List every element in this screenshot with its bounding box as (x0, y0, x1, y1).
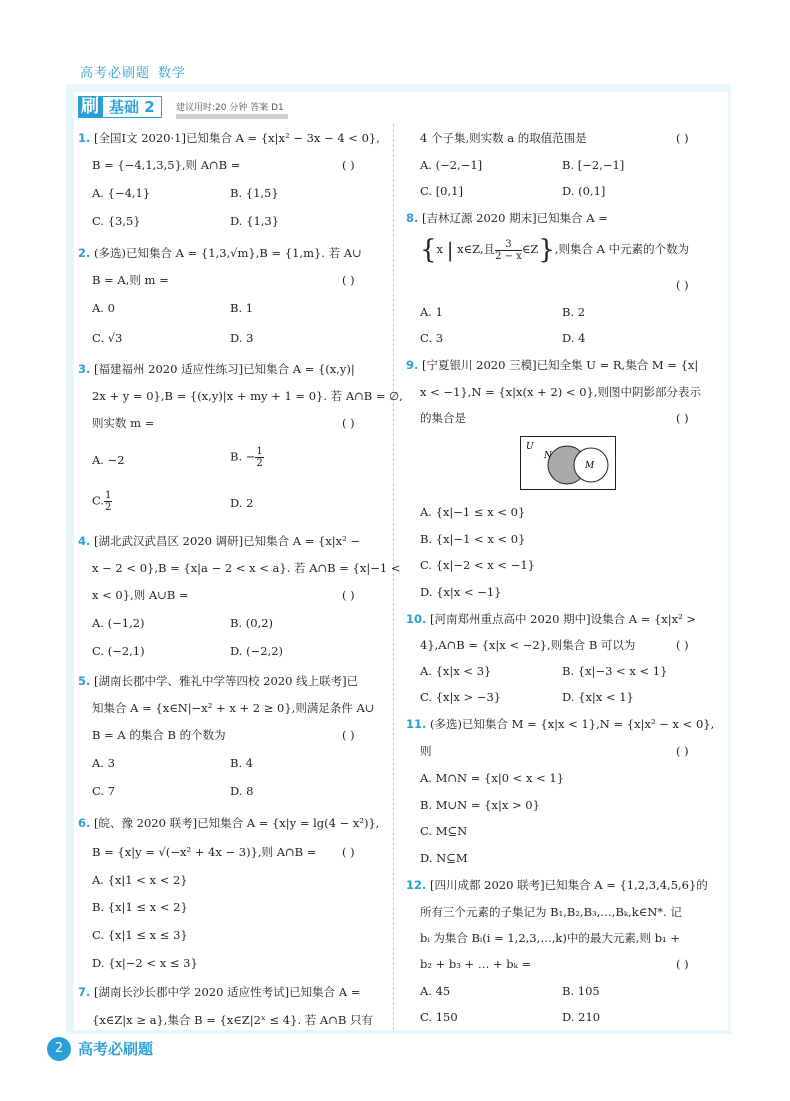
q1-option-c: C. {3,5} (92, 214, 141, 228)
badge-char: 刷 (78, 96, 102, 118)
section-title: 基础 2 (102, 96, 162, 118)
q12-line1: 12. [四川成都 2020 联考]已知集合 A = {1,2,3,4,5,6}的 (406, 878, 708, 892)
time-hint: 建议用时:20 分钟 答案 D1 (176, 103, 284, 113)
q8-option-d: D. 4 (562, 331, 586, 345)
q6-option-d: D. {x|−2 < x ≤ 3} (92, 956, 198, 970)
q6-option-c: C. {x|1 ≤ x ≤ 3} (92, 928, 188, 942)
q12-line3: bᵢ 为集合 Bᵢ(i = 1,2,3,…,k)中的最大元素,则 b₁ + (420, 931, 680, 945)
footer-book-title: 高考必刷题 (78, 1040, 154, 1058)
q9-option-a: A. {x|−1 ≤ x < 0} (420, 505, 526, 519)
q7-option-a: A. (−2,−1] (420, 158, 483, 172)
q10-option-d: D. {x|x < 1} (562, 690, 634, 704)
q6-answer-blank: ( ) (342, 845, 355, 859)
column-divider (393, 124, 394, 1030)
q12-option-b: B. 105 (562, 984, 600, 998)
subject-label: 数学 (158, 66, 187, 81)
hint-underline (176, 114, 288, 119)
q12-answer-blank: ( ) (676, 957, 689, 971)
q5-answer-blank: ( ) (342, 728, 355, 742)
venn-label-n: N (544, 451, 552, 461)
q1-option-a: A. {−4,1} (92, 186, 151, 200)
q9-answer-blank: ( ) (676, 411, 689, 425)
q7-option-c: C. [0,1] (420, 184, 463, 198)
q12-line4: b₂ + b₃ + … + bₖ = (420, 957, 532, 971)
q6-line2: B = {x|y = √(−x² + 4x − 3)},则 A∩B = (92, 845, 317, 859)
q12-option-a: A. 45 (420, 984, 451, 998)
q2-option-b: B. 1 (230, 301, 254, 315)
q2-answer-blank: ( ) (342, 273, 355, 287)
q8-option-c: C. 3 (420, 331, 444, 345)
q12-option-d: D. 210 (562, 1010, 601, 1024)
q9-option-d: D. {x|x < −1} (420, 585, 502, 599)
q9-option-c: C. {x|−2 < x < −1} (420, 558, 535, 572)
section-badge (78, 96, 162, 118)
q2-line1: 2. (多选)已知集合 A = {1,3,√m},B = {1,m}. 若 A∪ (78, 246, 362, 260)
q5-option-c: C. 7 (92, 784, 116, 798)
q5-line3: B = A 的集合 B 的个数为 (92, 728, 226, 742)
q11-line2: 则 (420, 744, 432, 758)
q9-line2: x < −1},N = {x|x(x + 2) < 0},则图中阴影部分表示 (420, 385, 701, 399)
q11-option-b: B. M∪N = {x|x > 0} (420, 798, 540, 812)
q11-option-a: A. M∩N = {x|0 < x < 1} (420, 771, 565, 785)
q3-line1: 3. [福建福州 2020 适应性练习]已知集合 A = {(x,y)| (78, 362, 355, 376)
book-title: 高考必刷题 (80, 66, 151, 81)
q1-line1: 1. [全国Ⅰ文 2020·1]已知集合 A = {x|x² − 3x − 4 < 0}, (78, 131, 380, 145)
q9-option-b: B. {x|−1 < x < 0} (420, 532, 526, 546)
q2-line2: B = A,则 m = (92, 273, 169, 287)
q10-answer-blank: ( ) (676, 638, 689, 652)
q4-option-c: C. (−2,1) (92, 644, 145, 658)
q3-option-d: D. 2 (230, 496, 254, 510)
q12-option-c: C. 150 (420, 1010, 458, 1024)
page-number: 2 (47, 1037, 71, 1061)
q4-line1: 4. [湖北武汉武昌区 2020 调研]已知集合 A = {x|x² − (78, 534, 361, 548)
q5-line1: 5. [湖南长郡中学、雅礼中学等四校 2020 线上联考]已 (78, 674, 359, 688)
q3-line2: 2x + y = 0},B = {(x,y)|x + my + 1 = 0}. 若 A∩B = ∅, (92, 389, 403, 403)
q4-line2: x − 2 < 0},B = {x|a − 2 < x < a}. 若 A∩B = {x|−1 < (92, 561, 401, 575)
q7-option-b: B. [−2,−1] (562, 158, 625, 172)
q6-option-a: A. {x|1 < x < 2} (92, 873, 188, 887)
q3-option-a: A. −2 (92, 453, 125, 467)
venn-diagram (520, 436, 616, 490)
q9-line1: 9. [宁夏银川 2020 三模]已知全集 U = R,集合 M = {x| (406, 358, 699, 372)
q10-option-c: C. {x|x > −3} (420, 690, 502, 704)
q2-option-c: C. √3 (92, 331, 123, 345)
q7-line3: 4 个子集,则实数 a 的取值范围是 (420, 131, 587, 145)
q8-line2: {x | x∈Z,且 $\frac{3}{2 - x}$ ∈Z},则集合 A 中元素的个数为 (420, 235, 690, 265)
q4-option-a: A. (−1,2) (92, 616, 145, 630)
q8-line1: 8. [吉林辽源 2020 期末]已知集合 A = (406, 211, 608, 225)
q3-option-b: B. − $\frac{1}{2}$ (230, 446, 263, 469)
book-header (80, 62, 186, 81)
q8-option-b: B. 2 (562, 305, 586, 319)
q4-answer-blank: ( ) (342, 588, 355, 602)
q8-option-a: A. 1 (420, 305, 443, 319)
q1-option-b: B. {1,5} (230, 186, 279, 200)
venn-label-u: U (526, 442, 534, 452)
q11-line1: 11. (多选)已知集合 M = {x|x < 1},N = {x|x² − x < 0}, (406, 717, 715, 731)
q10-line2: 4},A∩B = {x|x < −2},则集合 B 可以为 (420, 638, 636, 652)
q5-option-d: D. 8 (230, 784, 254, 798)
q6-line1: 6. [皖、豫 2020 联考]已知集合 A = {x|y = lg(4 − x²)}, (78, 816, 380, 830)
q3-option-c: C. $\frac{1}{2}$ (92, 490, 112, 513)
q7-option-d: D. (0,1] (562, 184, 606, 198)
venn-label-m: M (585, 461, 595, 471)
q11-option-d: D. N⊆M (420, 851, 468, 865)
q6-option-b: B. {x|1 ≤ x < 2} (92, 900, 188, 914)
q2-option-a: A. 0 (92, 301, 115, 315)
q12-line2: 所有三个元素的子集记为 B₁,B₂,B₃,…,Bₖ,k∈N*. 记 (420, 905, 682, 919)
venn-svg (521, 437, 615, 489)
q4-line3: x < 0},则 A∪B = (92, 588, 189, 602)
q10-line1: 10. [河南郑州重点高中 2020 期中]设集合 A = {x|x² > (406, 612, 697, 626)
q9-line3: 的集合是 (420, 411, 466, 425)
q3-answer-blank: ( ) (342, 416, 355, 430)
q1-line2: B = {−4,1,3,5},则 A∩B = (92, 158, 241, 172)
q7-line1: 7. [湖南长沙长郡中学 2020 适应性考试]已知集合 A = (78, 985, 361, 999)
q5-option-b: B. 4 (230, 756, 254, 770)
q4-option-d: D. (−2,2) (230, 644, 284, 658)
q4-option-b: B. (0,2) (230, 616, 274, 630)
q2-option-d: D. 3 (230, 331, 254, 345)
q7-answer-blank: ( ) (676, 131, 689, 145)
q10-option-b: B. {x|−3 < x < 1} (562, 664, 668, 678)
q11-option-c: C. M⊆N (420, 824, 468, 838)
q7-line2: {x∈Z|x ≥ a},集合 B = {x∈Z|2ˣ ≤ 4}. 若 A∩B 只有 (92, 1013, 373, 1027)
q8-answer-blank: ( ) (676, 278, 689, 292)
q3-line3: 则实数 m = (92, 416, 155, 430)
q1-option-d: D. {1,3} (230, 214, 280, 228)
q5-line2: 知集合 A = {x∈N|−x² + x + 2 ≥ 0},则满足条件 A∪ (92, 701, 375, 715)
q10-option-a: A. {x|x < 3} (420, 664, 492, 678)
q1-answer-blank: ( ) (342, 158, 355, 172)
q11-answer-blank: ( ) (676, 744, 689, 758)
q5-option-a: A. 3 (92, 756, 115, 770)
